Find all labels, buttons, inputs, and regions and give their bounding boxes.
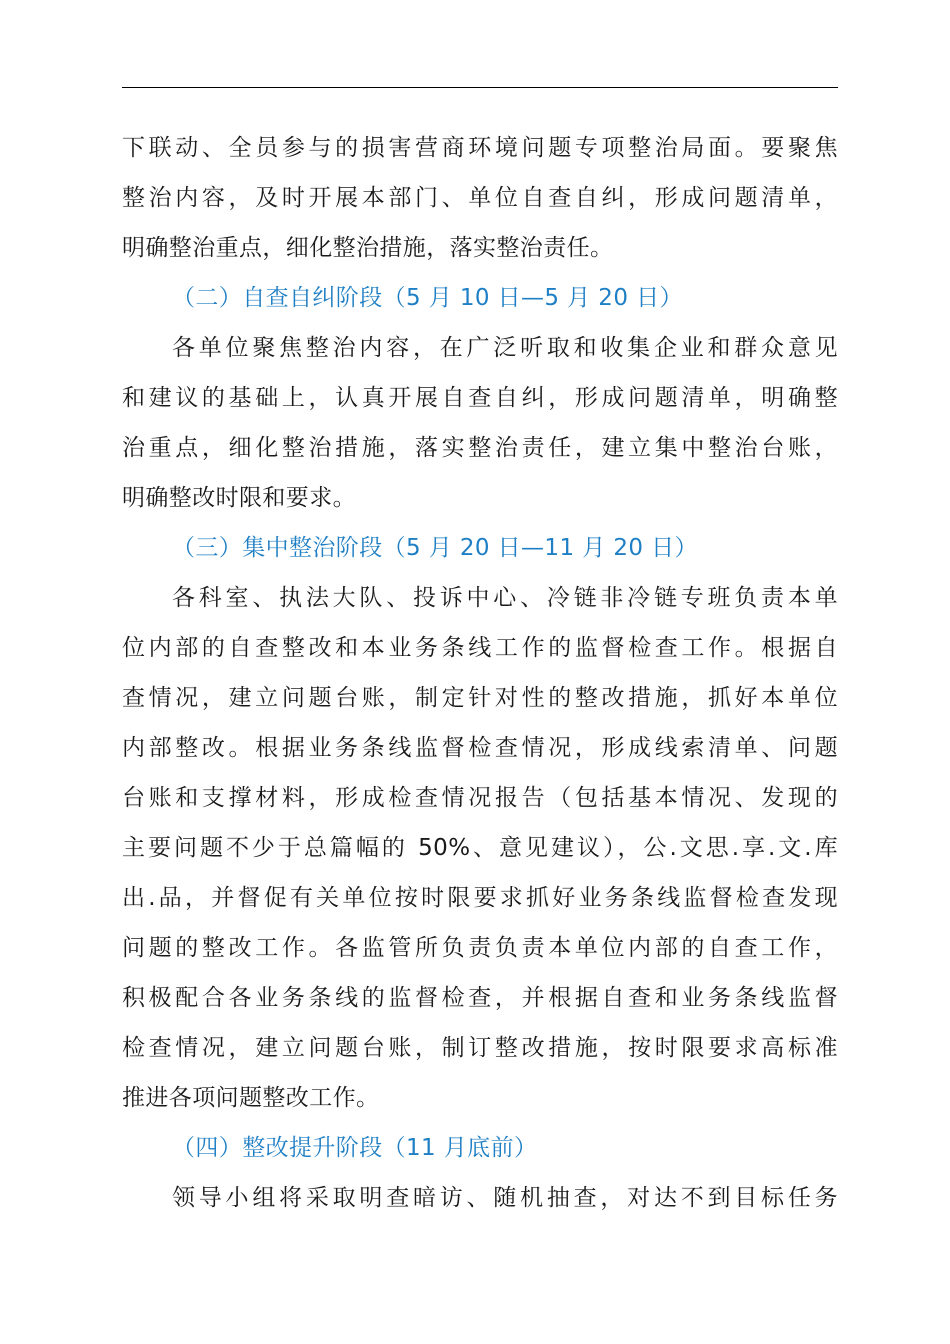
paragraph-line: 台账和支撑材料，形成检查情况报告（包括基本情况、发现的 xyxy=(122,785,838,811)
paragraph-line: 治重点，细化整治措施，落实整治责任，建立集中整治台账， xyxy=(122,435,838,461)
paragraph-line: 整治内容，及时开展本部门、单位自查自纠，形成问题清单， xyxy=(122,185,838,211)
paragraph-line: 各科室、执法大队、投诉中心、冷链非冷链专班负责本单 xyxy=(172,585,838,611)
paragraph-line: 和建议的基础上，认真开展自查自纠，形成问题清单，明确整 xyxy=(122,385,838,411)
paragraph-line: 位内部的自查整改和本业务条线工作的监督检查工作。根据自 xyxy=(122,635,838,661)
paragraph-line: 出.品，并督促有关单位按时限要求抓好业务条线监督检查发现 xyxy=(122,885,838,911)
paragraph-line: 下联动、全员参与的损害营商环境问题专项整治局面。要聚焦 xyxy=(122,135,838,161)
header-rule xyxy=(122,87,838,88)
paragraph-line: 查情况，建立问题台账，制定针对性的整改措施，抓好本单位 xyxy=(122,685,838,711)
paragraph-line: 检查情况，建立问题台账，制订整改措施，按时限要求高标准 xyxy=(122,1035,838,1061)
paragraph-line: 各单位聚焦整治内容，在广泛听取和收集企业和群众意见 xyxy=(172,335,838,361)
paragraph-line: 明确整改时限和要求。 xyxy=(122,485,356,511)
paragraph-line: 问题的整改工作。各监管所负责负责本单位内部的自查工作， xyxy=(122,935,838,961)
paragraph-line: 明确整治重点，细化整治措施，落实整治责任。 xyxy=(122,235,614,261)
paragraph-line: 推进各项问题整改工作。 xyxy=(122,1085,380,1111)
paragraph-line: 内部整改。根据业务条线监督检查情况，形成线索清单、问题 xyxy=(122,735,838,761)
paragraph-line: 主要问题不少于总篇幅的 50%、意见建议），公.文思.享.文.库 xyxy=(122,835,838,861)
paragraph-line: 积极配合各业务条线的监督检查，并根据自查和业务条线监督 xyxy=(122,985,838,1011)
paragraph-line: 领导小组将采取明查暗访、随机抽查，对达不到目标任务 xyxy=(172,1185,838,1211)
section-heading-concentrated-rectification: （三）集中整治阶段（5 月 20 日—11 月 20 日） xyxy=(172,535,698,561)
section-heading-improvement: （四）整改提升阶段（11 月底前） xyxy=(172,1135,538,1161)
section-heading-self-inspection: （二）自查自纠阶段（5 月 10 日—5 月 20 日） xyxy=(172,285,683,311)
